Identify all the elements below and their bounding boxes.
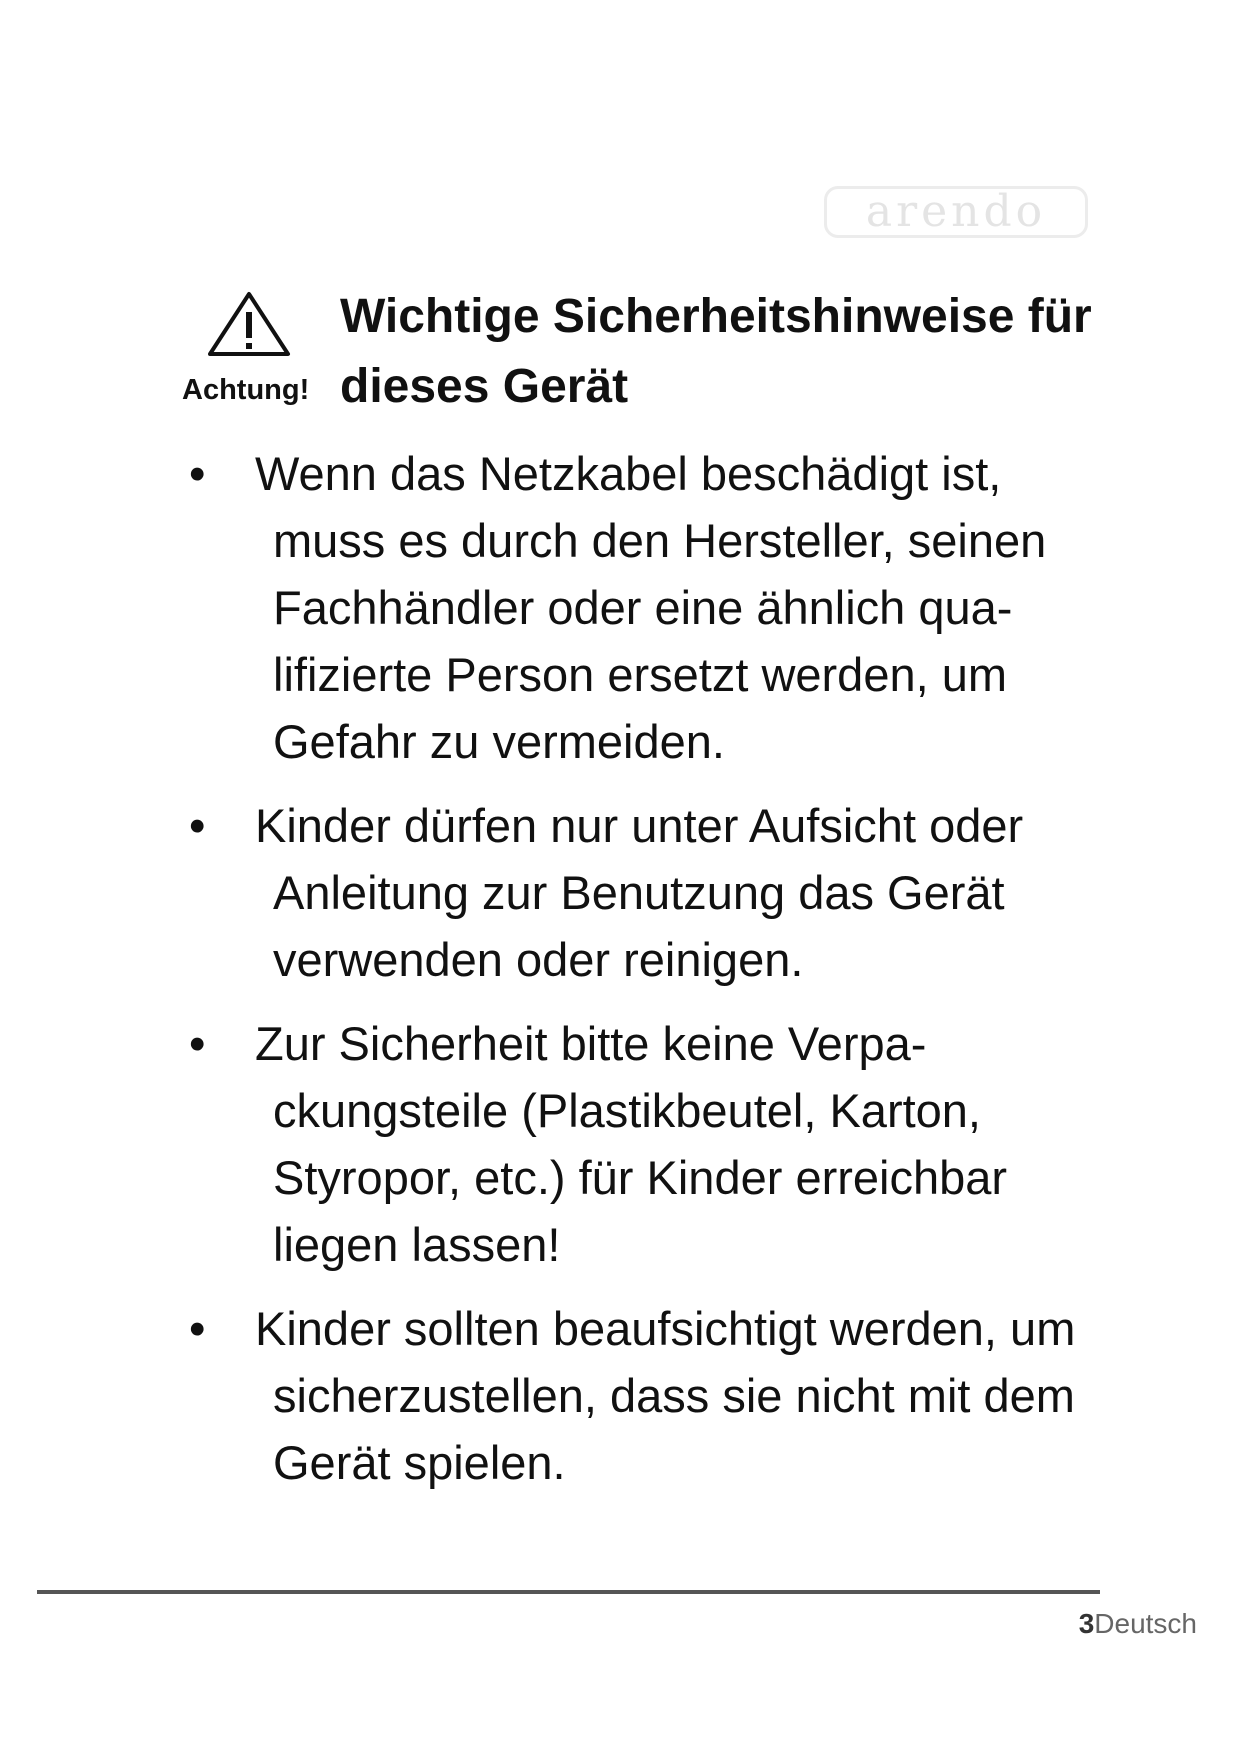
heading-line-1: Wichtige Sicherheitshinweise für [340, 290, 1092, 343]
bullet-icon: • [189, 1302, 206, 1355]
warning-block [178, 290, 328, 410]
footer-language: Deutsch [1094, 1608, 1197, 1639]
brand-watermark-text: arendo [865, 186, 1047, 237]
footer-divider [37, 1590, 1100, 1594]
page-footer [1079, 1608, 1197, 1640]
notice-text: Kinder sollten beaufsichtigt werden, um sicherzustellen, dass sie nicht mit dem Gerät spielen. [255, 1302, 1076, 1489]
notice-text: Kinder dürfen nur unter Aufsicht oder Anleitung zur Benutzung das Gerät verwenden oder reinigen. [255, 799, 1024, 986]
notice-text: Zur Sicherheit bitte keine Verpa-ckungsteile (Plastikbeutel, Karton, Styropor, etc.) für Kinder erreichbar liegen lassen! [255, 1017, 1008, 1271]
warning-label: Achtung! [182, 374, 310, 406]
safety-notice-item [185, 440, 1115, 775]
safety-notice-list [185, 440, 1115, 1513]
heading-line-2: dieses Gerät [340, 360, 629, 413]
safety-notice-item [185, 792, 1115, 993]
safety-notice-item [185, 1010, 1115, 1278]
bullet-icon: • [189, 799, 206, 852]
brand-watermark-logo [824, 186, 1088, 238]
safety-notice-item [185, 1295, 1115, 1496]
bullet-icon: • [189, 1017, 206, 1070]
bullet-icon: • [189, 447, 206, 500]
warning-triangle-icon [206, 290, 292, 358]
page-number: 3 [1078, 1608, 1095, 1639]
page-heading [340, 282, 1140, 422]
notice-text: Wenn das Netzkabel beschädigt ist, muss es durch den Hersteller, seinen Fachhändler oder eine ähnlich qua-lifizierte Person ersetzt werden, um Gefahr zu vermeiden. [255, 447, 1047, 768]
